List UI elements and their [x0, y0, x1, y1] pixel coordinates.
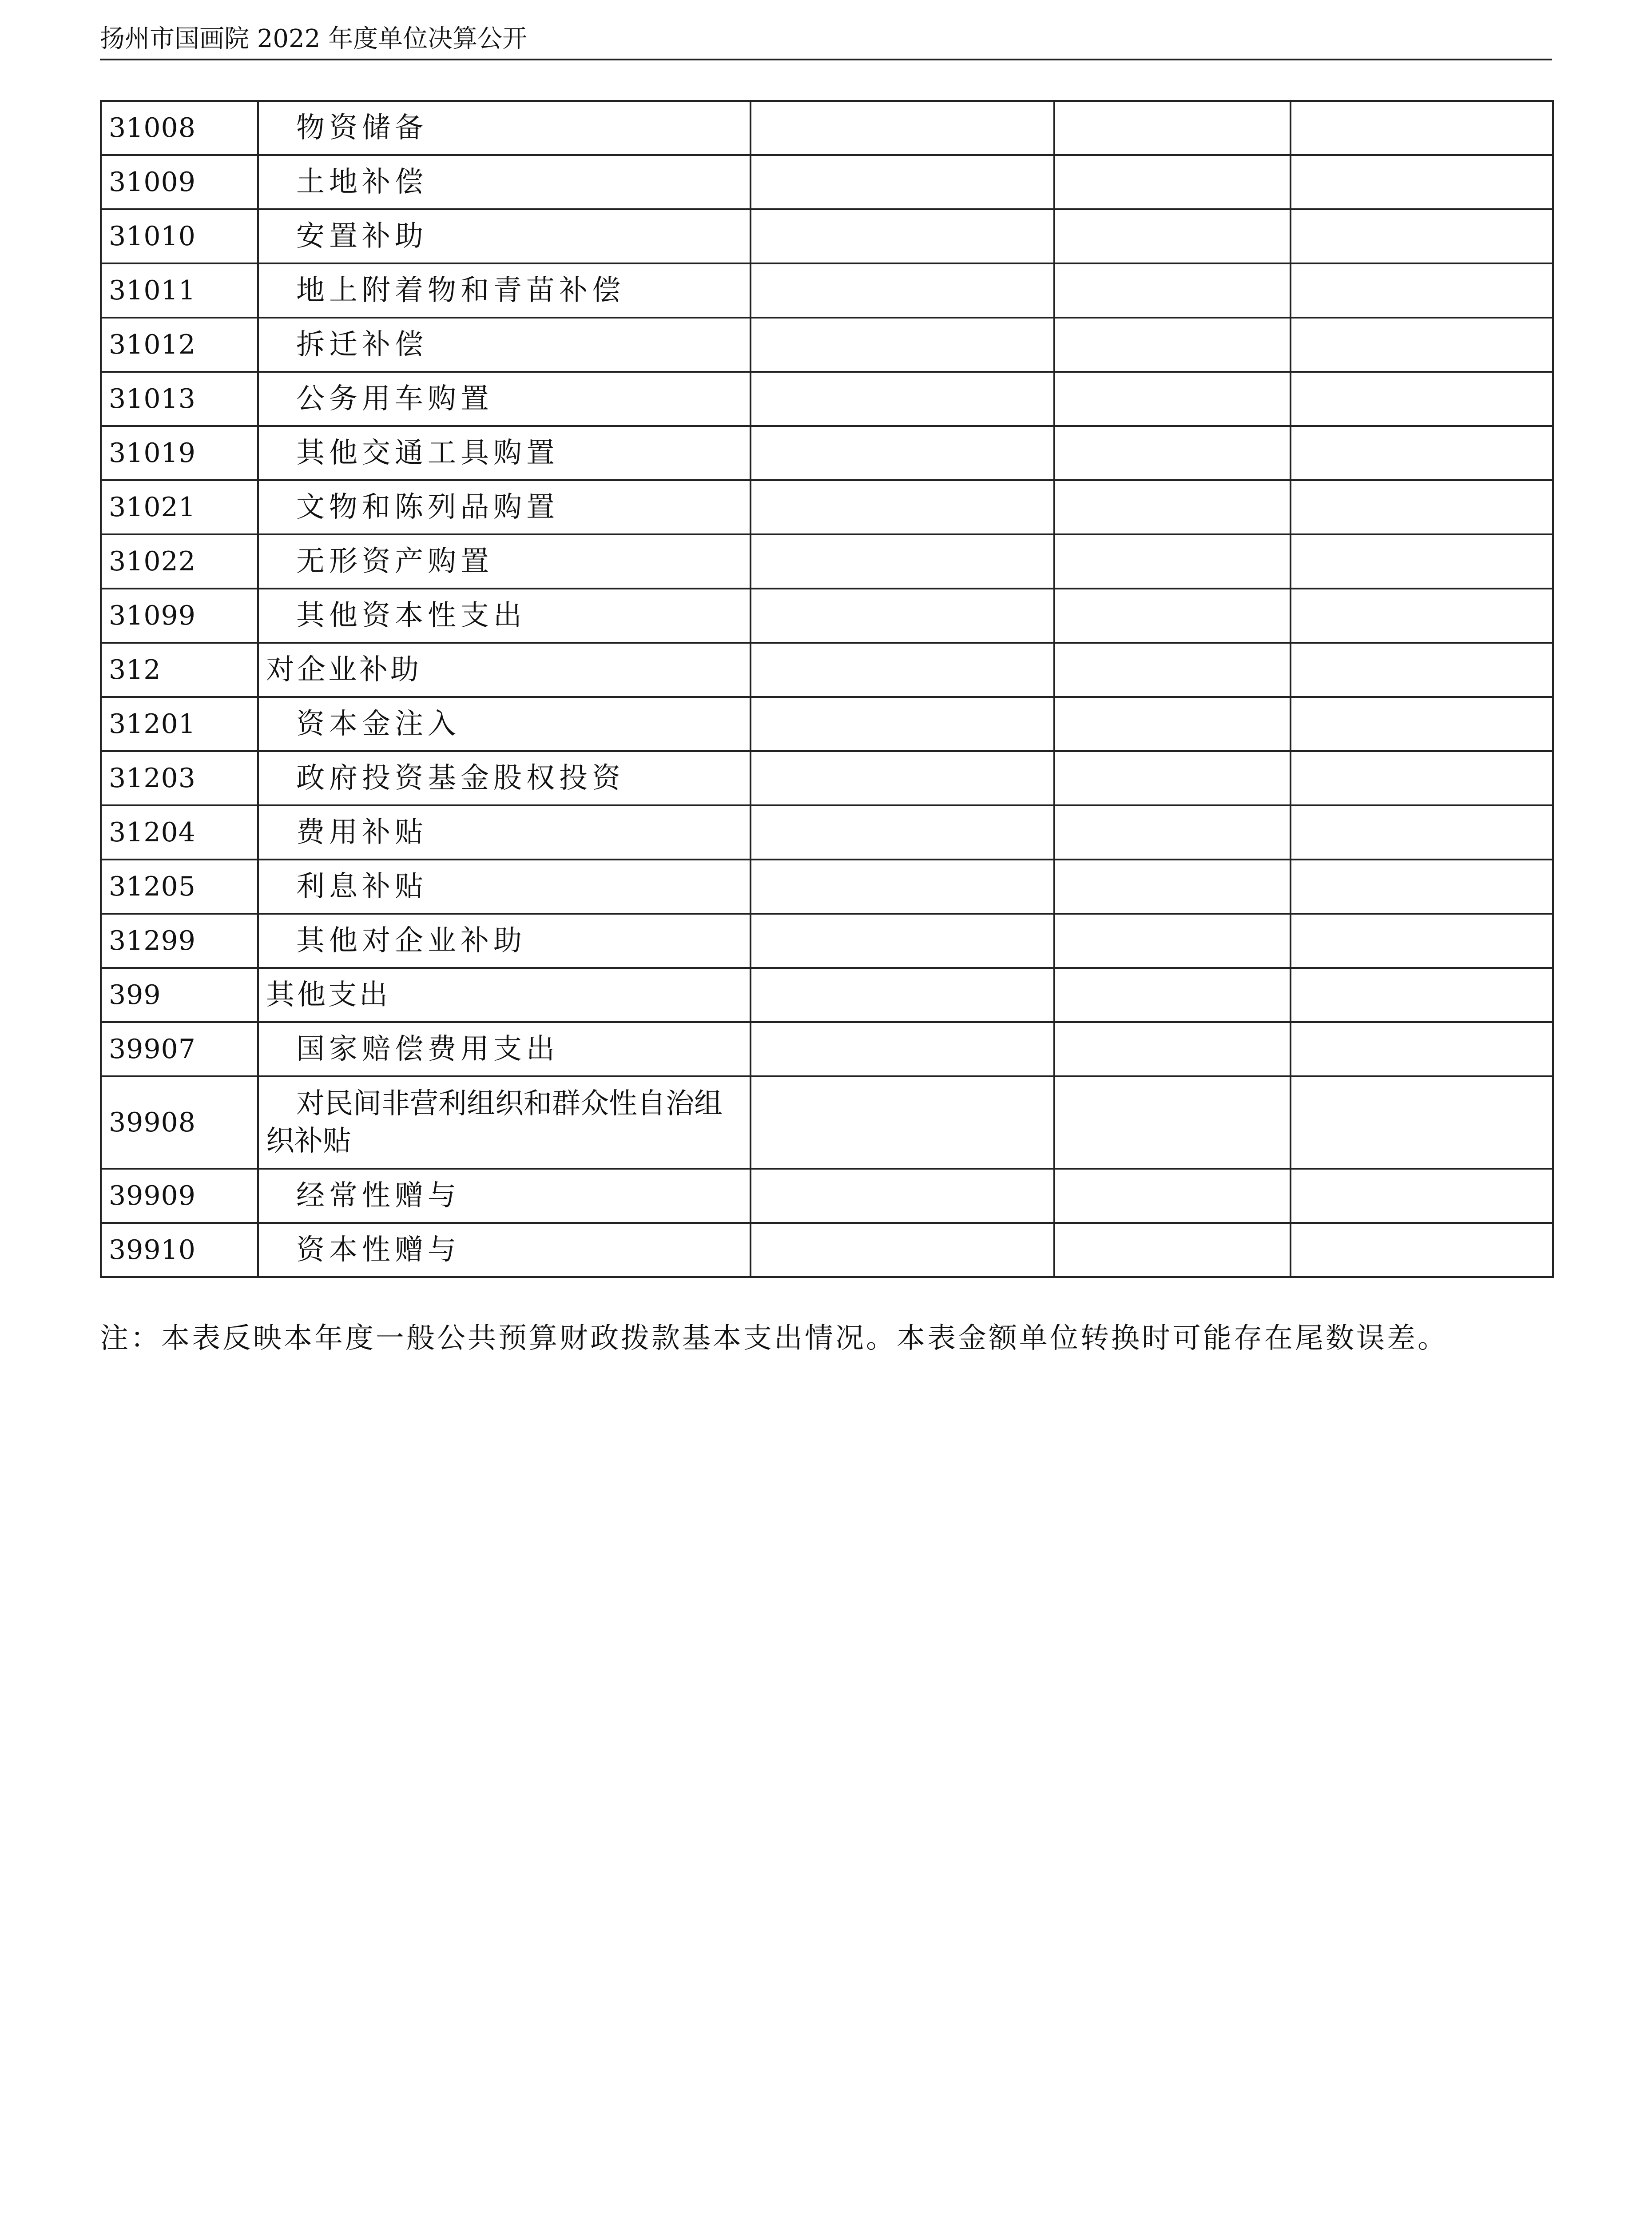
subject-code-cell: 31009	[101, 155, 258, 209]
table-row	[101, 209, 1553, 263]
subject-name-cell: 对企业补助	[258, 643, 751, 697]
amount-cell	[1054, 101, 1291, 155]
subject-code-cell: 39907	[101, 1022, 258, 1076]
subject-code-cell: 31012	[101, 318, 258, 372]
header-divider	[100, 59, 1552, 60]
amount-cell	[751, 1076, 1054, 1169]
subject-code-cell: 31008	[101, 101, 258, 155]
subject-code-cell: 39908	[101, 1076, 258, 1169]
amount-cell	[1054, 426, 1291, 480]
amount-cell	[751, 968, 1054, 1022]
amount-cell	[1054, 968, 1291, 1022]
table-row	[101, 1076, 1553, 1169]
amount-cell	[751, 643, 1054, 697]
subject-code-cell: 31204	[101, 805, 258, 860]
amount-cell	[751, 101, 1054, 155]
table-note: 注：本表反映本年度一般公共预算财政拨款基本支出情况。本表金额单位转换时可能存在尾数误差。	[100, 1322, 1448, 1355]
amount-cell	[1291, 534, 1553, 589]
subject-name-cell: 资本性赠与	[258, 1223, 751, 1277]
amount-cell	[751, 1169, 1054, 1223]
table-row	[101, 1022, 1553, 1076]
table-row	[101, 589, 1553, 643]
amount-cell	[1291, 209, 1553, 263]
table-row	[101, 751, 1553, 805]
table-row	[101, 914, 1553, 968]
amount-cell	[1291, 372, 1553, 426]
amount-cell	[1291, 697, 1553, 751]
subject-name-cell: 利息补贴	[258, 860, 751, 914]
amount-cell	[1291, 805, 1553, 860]
table-row	[101, 643, 1553, 697]
amount-cell	[1291, 263, 1553, 318]
subject-name-cell: 拆迁补偿	[258, 318, 751, 372]
amount-cell	[751, 426, 1054, 480]
amount-cell	[1291, 480, 1553, 534]
amount-cell	[1054, 318, 1291, 372]
amount-cell	[751, 372, 1054, 426]
table-row	[101, 805, 1553, 860]
amount-cell	[1291, 1076, 1553, 1169]
amount-cell	[1291, 589, 1553, 643]
subject-name-cell: 文物和陈列品购置	[258, 480, 751, 534]
amount-cell	[751, 318, 1054, 372]
subject-name-cell: 土地补偿	[258, 155, 751, 209]
table-body	[101, 101, 1553, 1277]
table-row	[101, 101, 1553, 155]
subject-name-cell: 政府投资基金股权投资	[258, 751, 751, 805]
amount-cell	[751, 914, 1054, 968]
amount-cell	[1054, 209, 1291, 263]
table-row	[101, 534, 1553, 589]
amount-cell	[1054, 1022, 1291, 1076]
amount-cell	[1054, 860, 1291, 914]
amount-cell	[1054, 372, 1291, 426]
subject-name-cell: 资本金注入	[258, 697, 751, 751]
table-row	[101, 372, 1553, 426]
amount-cell	[751, 534, 1054, 589]
amount-cell	[1291, 101, 1553, 155]
subject-name-cell: 对民间非营利组织和群众性自治组织补贴	[258, 1076, 751, 1169]
amount-cell	[1291, 318, 1553, 372]
running-header: 扬州市国画院 2022 年度单位决算公开	[100, 24, 528, 53]
subject-code-cell: 31013	[101, 372, 258, 426]
amount-cell	[1291, 643, 1553, 697]
amount-cell	[1054, 480, 1291, 534]
subject-name-cell: 公务用车购置	[258, 372, 751, 426]
amount-cell	[1054, 534, 1291, 589]
subject-name-cell: 国家赔偿费用支出	[258, 1022, 751, 1076]
amount-cell	[1054, 697, 1291, 751]
amount-cell	[751, 1223, 1054, 1277]
amount-cell	[1291, 968, 1553, 1022]
amount-cell	[1054, 155, 1291, 209]
amount-cell	[751, 263, 1054, 318]
subject-name-cell: 安置补助	[258, 209, 751, 263]
subject-code-cell: 31205	[101, 860, 258, 914]
subject-name-cell: 其他对企业补助	[258, 914, 751, 968]
amount-cell	[751, 860, 1054, 914]
table-row	[101, 697, 1553, 751]
subject-name-cell: 其他交通工具购置	[258, 426, 751, 480]
expenditure-table	[100, 100, 1554, 1278]
amount-cell	[751, 697, 1054, 751]
amount-cell	[1054, 589, 1291, 643]
amount-cell	[1291, 155, 1553, 209]
subject-code-cell: 31011	[101, 263, 258, 318]
amount-cell	[1054, 263, 1291, 318]
amount-cell	[1291, 1169, 1553, 1223]
subject-name-cell: 地上附着物和青苗补偿	[258, 263, 751, 318]
amount-cell	[751, 805, 1054, 860]
table-row	[101, 1169, 1553, 1223]
subject-name-cell: 费用补贴	[258, 805, 751, 860]
subject-code-cell: 31299	[101, 914, 258, 968]
amount-cell	[1054, 643, 1291, 697]
subject-code-cell: 31022	[101, 534, 258, 589]
amount-cell	[751, 751, 1054, 805]
amount-cell	[1054, 805, 1291, 860]
subject-code-cell: 31021	[101, 480, 258, 534]
amount-cell	[1054, 751, 1291, 805]
table-row	[101, 480, 1553, 534]
subject-name-cell: 无形资产购置	[258, 534, 751, 589]
amount-cell	[1291, 1022, 1553, 1076]
table-row	[101, 318, 1553, 372]
expenditure-table-container	[100, 100, 1552, 1278]
amount-cell	[1291, 751, 1553, 805]
amount-cell	[1291, 426, 1553, 480]
amount-cell	[1054, 1223, 1291, 1277]
amount-cell	[1054, 914, 1291, 968]
subject-name-cell: 物资储备	[258, 101, 751, 155]
subject-code-cell: 31201	[101, 697, 258, 751]
subject-code-cell: 312	[101, 643, 258, 697]
table-row	[101, 1223, 1553, 1277]
amount-cell	[1054, 1169, 1291, 1223]
amount-cell	[751, 589, 1054, 643]
table-row	[101, 968, 1553, 1022]
subject-code-cell: 31010	[101, 209, 258, 263]
amount-cell	[751, 155, 1054, 209]
amount-cell	[1291, 1223, 1553, 1277]
subject-name-cell: 经常性赠与	[258, 1169, 751, 1223]
amount-cell	[751, 1022, 1054, 1076]
amount-cell	[1291, 860, 1553, 914]
table-row	[101, 263, 1553, 318]
table-row	[101, 426, 1553, 480]
table-row	[101, 155, 1553, 209]
subject-code-cell: 31019	[101, 426, 258, 480]
subject-name-cell: 其他资本性支出	[258, 589, 751, 643]
amount-cell	[1291, 914, 1553, 968]
subject-code-cell: 31099	[101, 589, 258, 643]
subject-code-cell: 31203	[101, 751, 258, 805]
table-row	[101, 860, 1553, 914]
subject-code-cell: 39909	[101, 1169, 258, 1223]
amount-cell	[751, 480, 1054, 534]
amount-cell	[751, 209, 1054, 263]
subject-name-cell: 其他支出	[258, 968, 751, 1022]
subject-code-cell: 39910	[101, 1223, 258, 1277]
subject-code-cell: 399	[101, 968, 258, 1022]
amount-cell	[1054, 1076, 1291, 1169]
